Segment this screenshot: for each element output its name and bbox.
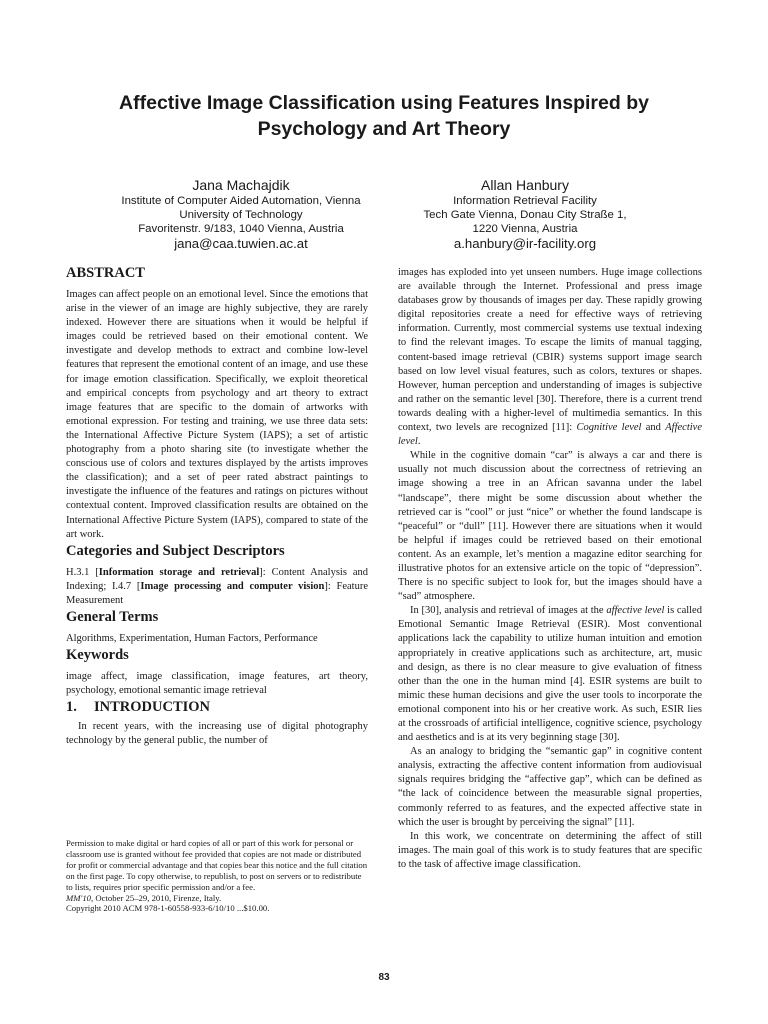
categories-bold-term: Information storage and retrieval <box>98 566 260 578</box>
page-number: 83 <box>378 972 390 983</box>
conference-name: MM'10, <box>66 892 94 903</box>
author-affiliation-line: Favoritenstr. 9/183, 1040 Vienna, Austria <box>138 223 344 235</box>
right-column <box>398 266 702 872</box>
body-paragraph <box>398 604 702 745</box>
categories-text-part: H.3.1 [ <box>66 566 99 578</box>
emphasis: Cognitive level <box>576 422 642 434</box>
categories-text-part: ]: Content Analysis and Indexing; I.4.7 [ <box>66 566 368 592</box>
author-affiliation-line: Information Retrieval Facility <box>453 195 597 207</box>
keywords-heading: Keywords <box>66 647 129 664</box>
introduction-heading <box>66 698 368 716</box>
permission-text: Permission to make digital or hard copies of all or part of this work for personal or classroom use is granted without fee provided that copies are not made or distributed for profit or commercial advantage and that copies bear this notice and the full citation on the first page. To copy otherwise, to republish, to post on servers or to redistribute to lists, requires prior specific permission and/or a fee. <box>66 838 368 892</box>
categories-text <box>66 566 368 608</box>
paper-title <box>40 90 728 142</box>
author-email: jana@caa.tuwien.ac.at <box>174 236 308 251</box>
body-paragraph: As an analogy to bridging the “semantic gap” in cognitive content analysis, extracting the affective content information from audiovisual signals requires bridging the “affective gap”, which can be defined as “the lack of coincidence between the measurable signal properties, commonly referred to as features, and the expected affective state in which the user is brought by perceiving the signal” [11]. <box>398 746 702 828</box>
body-paragraph: While in the cognitive domain “car” is always a car and there is usually not much discussion about the correctness of retrieving an image showing a tree in an African savanna under the label “landscape”, there might be some discussion about whether the retrieved car is “cool” or just “nice” or whether the found landscape is “peaceful” or “dull” [11]. However there are situations when it would be helpful if images could be retrieved based on their emotional content. As an example, let’s mention a magazine editor searching for illustrative photos for an extensive article on the topic of “depression”. There is no specific subject to look for, but the images should have a “sad” atmosphere. <box>398 450 702 603</box>
body-text: In [30], analysis and retrieval of images at the <box>410 605 607 617</box>
categories-text-part: ]: Feature Measurement <box>66 580 368 606</box>
general-terms-text: Algorithms, Experimentation, Human Factors, Performance <box>66 632 318 644</box>
author-affiliation-line: University of Technology <box>179 209 303 221</box>
author-block-1 <box>96 176 386 252</box>
general-terms-heading: General Terms <box>66 608 159 625</box>
permission-notice <box>66 838 368 914</box>
introduction-text: In recent years, with the increasing use of digital photography technology by the general public, the number of <box>66 721 368 747</box>
body-paragraph <box>398 266 702 449</box>
author-affiliation-line: Institute of Computer Aided Automation, Vienna <box>121 195 361 207</box>
section-title: INTRODUCTION <box>94 699 211 716</box>
conference-details: October 25–29, 2010, Firenze, Italy. <box>93 892 222 903</box>
left-column <box>66 264 368 748</box>
keywords-text: image affect, image classification, image features, art theory, psychology, emotional semantic image retrieval <box>66 671 368 697</box>
author-affiliation-line: 1220 Vienna, Austria <box>472 223 578 235</box>
body-text: . <box>417 436 421 448</box>
abstract-heading: ABSTRACT <box>66 265 145 281</box>
author-block-2 <box>400 176 650 252</box>
categories-bold-term: Image processing and computer vision <box>140 580 325 592</box>
body-text: is called Emotional Semantic Image Retrieval (ESIR). Most conventional applications lack the capability to utilize human intuition and emotion appropriately in creative applications such as architecture, art, music and design, as there is no clear measure to give evaluation of fitness other than the one in the human mind [4]. ESIR systems are built to mimic these human decisions and give the user tools to incorporate the emotional component into his or her creative work. As such, ESIR lies at the crossroads of artificial intelligence, cognitive science, psychology and aesthetics and is at its very beginning stage [30]. <box>398 605 702 744</box>
author-name: Allan Hanbury <box>481 177 569 193</box>
emphasis: Affective level <box>398 422 702 448</box>
title-line-2: Psychology and Art Theory <box>257 118 511 140</box>
author-email: a.hanbury@ir-facility.org <box>453 236 597 251</box>
abstract-text: Images can affect people on an emotional level. Since the emotions that arise in the viewer of an image are highly subjective, they are rarely indexed. However there are situations when it would be helpful if images could be retrieved based on their emotional content. We investigate and develop methods to extract and combine low-level features that represent the emotional content of an image, and use these for image emotion classification. Specifically, we exploit theoretical and empirical concepts from psychology and art theory to extract image features that are specific to the domain of artworks with emotional expression. For testing and training, we use three data sets: the International Affective Picture System (IAPS); a set of artistic photography from a photo sharing site (to investigate whether the conscious use of colors and textures displayed by the artists improves the classification); and a set of peer rated abstract paintings to investigate the influence of the features and ratings on pictures without contextual content. Improved classification results are obtained on the International Affective Picture System (IAPS), compared to state of the art work. <box>66 289 368 540</box>
body-text: and <box>641 422 666 434</box>
section-number: 1. <box>66 699 77 716</box>
body-paragraph: In this work, we concentrate on determining the affect of still images. The main goal of this work is to study features that are specific to the task of affective image classification. <box>398 830 702 870</box>
copyright-line: Copyright 2010 ACM 978-1-60558-933-6/10/10 ...$10.00. <box>66 903 270 914</box>
categories-heading: Categories and Subject Descriptors <box>66 542 285 559</box>
author-name: Jana Machajdik <box>192 177 290 193</box>
body-text: images has exploded into yet unseen numbers. Huge image collections are available through the Internet. Professional and press image databases grow by thousands of images per day. These rapidly growing digital repositories create a need for effective ways of retrieving information. Currently, most commercial systems use textual indexing to find the relevant images. To escape the limits of manual tagging, content-based image retrieval (CBIR) systems support image search based on low level visual features, such as colors, textures or shapes. However, human perception and understanding of images is subjective and rather on the semantic level [30]. Therefore, there is a current trend towards dealing with a higher-level of multimedia semantics. In this context, two levels are recognized [11]: <box>398 267 702 434</box>
author-affiliation-line: Tech Gate Vienna, Donau City Straße 1, <box>423 209 627 221</box>
title-line-1: Affective Image Classification using Features Inspired by <box>119 92 649 114</box>
emphasis: affective level <box>606 605 665 617</box>
